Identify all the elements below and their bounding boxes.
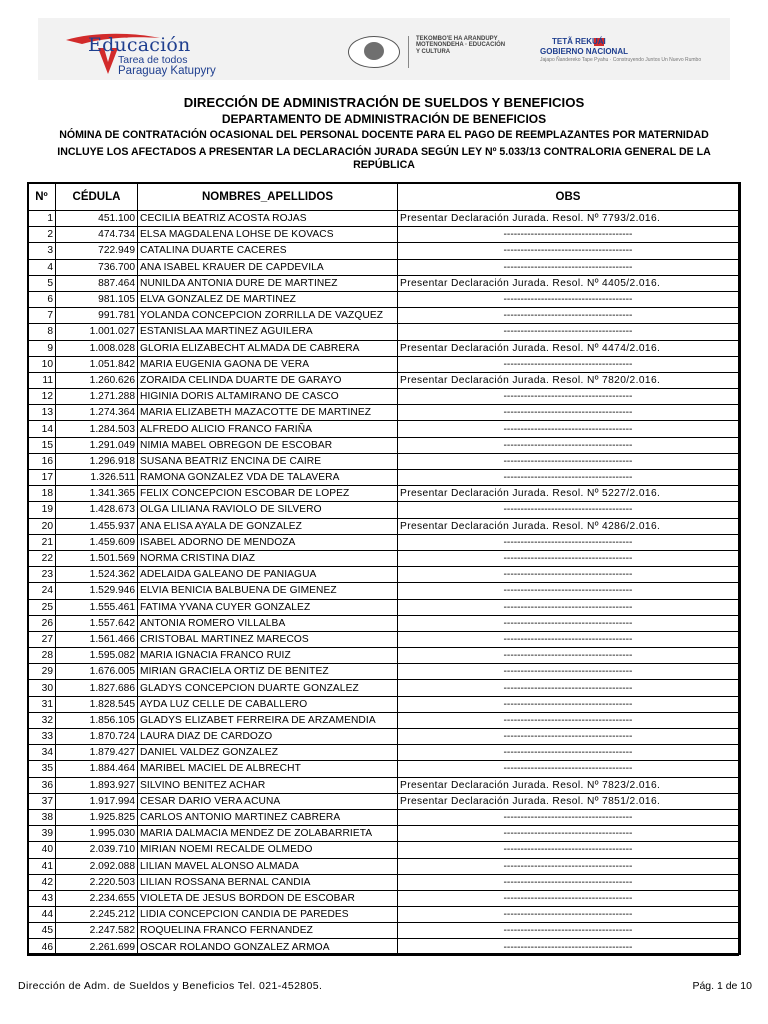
row-obs: Presentar Declaración Jurada. Resol. Nº 7823/2.016.: [398, 777, 739, 793]
row-name: CRISTOBAL MARTINEZ MARECOS: [138, 631, 398, 647]
table-row: [28, 890, 739, 906]
row-obs: --------------------------------------: [398, 826, 739, 842]
row-number: 20: [28, 518, 56, 534]
table-row: [28, 745, 739, 761]
table-row: [28, 211, 739, 227]
row-name: RAMONA GONZALEZ VDA DE TALAVERA: [138, 470, 398, 486]
table-row: [28, 615, 739, 631]
row-obs: --------------------------------------: [398, 761, 739, 777]
row-name: ALFREDO ALICIO FRANCO FARIÑA: [138, 421, 398, 437]
row-cedula: 2.220.503: [56, 874, 138, 890]
row-number: 38: [28, 809, 56, 825]
row-cedula: 2.261.699: [56, 939, 138, 955]
column-header-number: Nº: [28, 184, 56, 211]
row-cedula: 1.595.082: [56, 648, 138, 664]
row-obs: Presentar Declaración Jurada. Resol. Nº 4286/2.016.: [398, 518, 739, 534]
row-number: 37: [28, 793, 56, 809]
row-name: MARIA DALMACIA MENDEZ DE ZOLABARRIETA: [138, 826, 398, 842]
row-name: NUNILDA ANTONIA DURE DE MARTINEZ: [138, 275, 398, 291]
row-name: CECILIA BEATRIZ ACOSTA ROJAS: [138, 211, 398, 227]
row-number: 15: [28, 437, 56, 453]
row-obs: --------------------------------------: [398, 809, 739, 825]
row-name: ZORAIDA CELINDA DUARTE DE GARAYO: [138, 372, 398, 388]
row-obs: --------------------------------------: [398, 421, 739, 437]
document-description: NÓMINA DE CONTRATACIÓN OCASIONAL DEL PERSONAL DOCENTE PARA EL PAGO DE REEMPLAZANTES POR MATERNIDAD: [59, 129, 709, 141]
row-obs: --------------------------------------: [398, 259, 739, 275]
row-name: ELVIA BENICIA BALBUENA DE GIMENEZ: [138, 583, 398, 599]
row-cedula: 1.001.027: [56, 324, 138, 340]
row-obs: --------------------------------------: [398, 631, 739, 647]
row-obs: Presentar Declaración Jurada. Resol. Nº 5227/2.016.: [398, 486, 739, 502]
educacion-logo-line2: Paraguay Katupyry: [118, 65, 216, 77]
row-number: 39: [28, 826, 56, 842]
table-row: [28, 696, 739, 712]
row-name: MIRIAN NOEMI RECALDE OLMEDO: [138, 842, 398, 858]
table-row: [28, 599, 739, 615]
table-row: [28, 680, 739, 696]
row-number: 25: [28, 599, 56, 615]
document-note: INCLUYE LOS AFECTADOS A PRESENTAR LA DECLARACIÓN JURADA SEGÚN LEY Nº 5.033/13 CONTRALORIA GENERAL DE LA REPÚBLICA: [57, 146, 711, 171]
row-number: 2: [28, 227, 56, 243]
table-row: [28, 842, 739, 858]
row-name: LILIAN MAVEL ALONSO ALMADA: [138, 858, 398, 874]
row-obs: --------------------------------------: [398, 696, 739, 712]
table-row: [28, 907, 739, 923]
row-number: 31: [28, 696, 56, 712]
row-number: 32: [28, 712, 56, 728]
row-name: SILVINO BENITEZ ACHAR: [138, 777, 398, 793]
row-number: 27: [28, 631, 56, 647]
row-name: FELIX CONCEPCION ESCOBAR DE LOPEZ: [138, 486, 398, 502]
educacion-logo-title: Educación: [88, 34, 191, 56]
column-header-obs: OBS: [398, 184, 739, 211]
row-number: 22: [28, 550, 56, 566]
row-number: 26: [28, 615, 56, 631]
row-number: 46: [28, 939, 56, 955]
table-row: [28, 518, 739, 534]
row-obs: Presentar Declaración Jurada. Resol. Nº 7820/2.016.: [398, 372, 739, 388]
row-number: 44: [28, 907, 56, 923]
row-number: 42: [28, 874, 56, 890]
row-obs: --------------------------------------: [398, 858, 739, 874]
row-name: ESTANISLAA MARTINEZ AGUILERA: [138, 324, 398, 340]
row-obs: --------------------------------------: [398, 550, 739, 566]
table-row: [28, 308, 739, 324]
row-name: NORMA CRISTINA DIAZ: [138, 550, 398, 566]
row-number: 16: [28, 453, 56, 469]
column-header-names: NOMBRES_APELLIDOS: [138, 184, 398, 211]
table-row: [28, 648, 739, 664]
row-name: ELSA MAGDALENA LOHSE DE KOVACS: [138, 227, 398, 243]
row-cedula: 1.501.569: [56, 550, 138, 566]
table-row: [28, 567, 739, 583]
row-obs: --------------------------------------: [398, 583, 739, 599]
row-number: 41: [28, 858, 56, 874]
row-cedula: 1.455.937: [56, 518, 138, 534]
row-number: 29: [28, 664, 56, 680]
footer-contact: Dirección de Adm. de Sueldos y Beneficios Tel. 021-452805.: [18, 980, 323, 992]
row-name: FATIMA YVANA CUYER GONZALEZ: [138, 599, 398, 615]
row-name: ANTONIA ROMERO VILLALBA: [138, 615, 398, 631]
row-cedula: 1.893.927: [56, 777, 138, 793]
row-obs: --------------------------------------: [398, 389, 739, 405]
row-cedula: 2.039.710: [56, 842, 138, 858]
row-name: MARIA ELIZABETH MAZACOTTE DE MARTINEZ: [138, 405, 398, 421]
row-obs: --------------------------------------: [398, 615, 739, 631]
row-name: OLGA LILIANA RAVIOLO DE SILVERO: [138, 502, 398, 518]
row-cedula: 1.870.724: [56, 729, 138, 745]
row-name: LIDIA CONCEPCION CANDIA DE PAREDES: [138, 907, 398, 923]
table-row: [28, 729, 739, 745]
row-number: 5: [28, 275, 56, 291]
row-cedula: 1.271.288: [56, 389, 138, 405]
table-header-row: [28, 184, 739, 211]
row-obs: --------------------------------------: [398, 437, 739, 453]
row-name: AYDA LUZ CELLE DE CABALLERO: [138, 696, 398, 712]
mec-logo-text: TEKOMBO'E HA ARANDUPY MOTENONDEHA · EDUCACIÓN Y CULTURA: [416, 36, 506, 55]
column-header-cedula: CÉDULA: [56, 184, 138, 211]
row-number: 10: [28, 356, 56, 372]
gov-logo-line2: GOBIERNO NACIONAL: [540, 47, 628, 56]
table-row: [28, 372, 739, 388]
row-number: 12: [28, 389, 56, 405]
row-obs: --------------------------------------: [398, 648, 739, 664]
row-cedula: 1.326.511: [56, 470, 138, 486]
row-name: ROQUELINA FRANCO FERNANDEZ: [138, 923, 398, 939]
row-cedula: 1.524.362: [56, 567, 138, 583]
row-name: HIGINIA DORIS ALTAMIRANO DE CASCO: [138, 389, 398, 405]
table-row: [28, 227, 739, 243]
row-name: ISABEL ADORNO DE MENDOZA: [138, 534, 398, 550]
department-subtitle: DEPARTAMENTO DE ADMINISTRACIÓN DE BENEFICIOS: [221, 112, 547, 126]
row-cedula: 1.428.673: [56, 502, 138, 518]
educacion-logo-line1: Tarea de todos: [118, 54, 188, 66]
table-row: [28, 502, 739, 518]
row-number: 9: [28, 340, 56, 356]
table-row: [28, 356, 739, 372]
row-obs: Presentar Declaración Jurada. Resol. Nº 4405/2.016.: [398, 275, 739, 291]
row-cedula: 2.092.088: [56, 858, 138, 874]
row-obs: --------------------------------------: [398, 405, 739, 421]
row-obs: --------------------------------------: [398, 842, 739, 858]
row-obs: --------------------------------------: [398, 923, 739, 939]
table-row: [28, 437, 739, 453]
row-name: YOLANDA CONCEPCION ZORRILLA DE VAZQUEZ: [138, 308, 398, 324]
row-number: 28: [28, 648, 56, 664]
row-number: 30: [28, 680, 56, 696]
table-row: [28, 793, 739, 809]
row-cedula: 1.008.028: [56, 340, 138, 356]
table-row: [28, 858, 739, 874]
row-obs: --------------------------------------: [398, 502, 739, 518]
table-row: [28, 712, 739, 728]
row-name: NIMIA MABEL OBREGON DE ESCOBAR: [138, 437, 398, 453]
row-obs: Presentar Declaración Jurada. Resol. Nº 7793/2.016.: [398, 211, 739, 227]
row-number: 43: [28, 890, 56, 906]
row-cedula: 1.291.049: [56, 437, 138, 453]
row-obs: --------------------------------------: [398, 745, 739, 761]
row-cedula: 1.555.461: [56, 599, 138, 615]
row-obs: --------------------------------------: [398, 453, 739, 469]
row-number: 8: [28, 324, 56, 340]
row-name: OSCAR ROLANDO GONZALEZ ARMOA: [138, 939, 398, 955]
table-row: [28, 389, 739, 405]
row-obs: --------------------------------------: [398, 227, 739, 243]
row-cedula: 1.296.918: [56, 453, 138, 469]
row-number: 1: [28, 211, 56, 227]
row-number: 7: [28, 308, 56, 324]
row-number: 19: [28, 502, 56, 518]
row-obs: --------------------------------------: [398, 567, 739, 583]
row-name: LILIAN ROSSANA BERNAL CANDIA: [138, 874, 398, 890]
row-name: ANA ELISA AYALA DE GONZALEZ: [138, 518, 398, 534]
row-obs: --------------------------------------: [398, 356, 739, 372]
row-number: 45: [28, 923, 56, 939]
row-name: GLORIA ELIZABECHT ALMADA DE CABRERA: [138, 340, 398, 356]
row-cedula: 887.464: [56, 275, 138, 291]
row-number: 21: [28, 534, 56, 550]
row-obs: --------------------------------------: [398, 907, 739, 923]
row-name: DANIEL VALDEZ GONZALEZ: [138, 745, 398, 761]
gov-logo-line3: Jajapo Ñandereko Tape Pyahu · Construyendo Juntos Un Nuevo Rumbo: [540, 57, 702, 63]
row-number: 23: [28, 567, 56, 583]
table-row: [28, 340, 739, 356]
row-number: 18: [28, 486, 56, 502]
row-name: GLADYS ELIZABET FERREIRA DE ARZAMENDIA: [138, 712, 398, 728]
row-cedula: 1.879.427: [56, 745, 138, 761]
row-cedula: 1.856.105: [56, 712, 138, 728]
table-row: [28, 583, 739, 599]
table-row: [28, 534, 739, 550]
row-obs: --------------------------------------: [398, 324, 739, 340]
row-cedula: 1.925.825: [56, 809, 138, 825]
row-number: 36: [28, 777, 56, 793]
row-obs: --------------------------------------: [398, 890, 739, 906]
row-name: ANA ISABEL KRAUER DE CAPDEVILA: [138, 259, 398, 275]
row-cedula: 1.827.686: [56, 680, 138, 696]
table-row: [28, 243, 739, 259]
row-cedula: 736.700: [56, 259, 138, 275]
row-number: 3: [28, 243, 56, 259]
row-name: CESAR DARIO VERA ACUNA: [138, 793, 398, 809]
row-obs: --------------------------------------: [398, 729, 739, 745]
table-body: [28, 211, 739, 956]
table-row: [28, 826, 739, 842]
table-row: [28, 291, 739, 307]
row-cedula: 1.274.364: [56, 405, 138, 421]
table-row: [28, 923, 739, 939]
row-obs: --------------------------------------: [398, 308, 739, 324]
table-row: [28, 939, 739, 955]
table-row: [28, 631, 739, 647]
logo-divider: [408, 36, 409, 68]
table-row: [28, 453, 739, 469]
row-name: ELVA GONZALEZ DE MARTINEZ: [138, 291, 398, 307]
row-cedula: 981.105: [56, 291, 138, 307]
row-number: 34: [28, 745, 56, 761]
table-row: [28, 259, 739, 275]
table-row: [28, 421, 739, 437]
page-number: Pág. 1 de 10: [692, 980, 752, 992]
row-cedula: 1.459.609: [56, 534, 138, 550]
row-cedula: 1.284.503: [56, 421, 138, 437]
row-cedula: 1.884.464: [56, 761, 138, 777]
row-number: 6: [28, 291, 56, 307]
row-cedula: 991.781: [56, 308, 138, 324]
row-obs: --------------------------------------: [398, 243, 739, 259]
row-cedula: 1.260.626: [56, 372, 138, 388]
row-name: GLADYS CONCEPCION DUARTE GONZALEZ: [138, 680, 398, 696]
row-obs: --------------------------------------: [398, 680, 739, 696]
seal-star-icon: [364, 42, 384, 60]
row-cedula: 451.100: [56, 211, 138, 227]
table-row: [28, 405, 739, 421]
row-cedula: 1.828.545: [56, 696, 138, 712]
row-number: 33: [28, 729, 56, 745]
row-number: 14: [28, 421, 56, 437]
row-cedula: 1.995.030: [56, 826, 138, 842]
row-obs: --------------------------------------: [398, 664, 739, 680]
gov-logo-line1: TETÃ REKUÁI: [552, 37, 606, 46]
table-row: [28, 486, 739, 502]
personnel-table: [27, 183, 739, 956]
row-name: MARIA EUGENIA GAONA DE VERA: [138, 356, 398, 372]
row-obs: --------------------------------------: [398, 291, 739, 307]
row-cedula: 1.917.994: [56, 793, 138, 809]
row-name: MARIA IGNACIA FRANCO RUIZ: [138, 648, 398, 664]
row-cedula: 2.245.212: [56, 907, 138, 923]
row-name: SUSANA BEATRIZ ENCINA DE CAIRE: [138, 453, 398, 469]
row-cedula: 722.949: [56, 243, 138, 259]
table-row: [28, 874, 739, 890]
row-obs: --------------------------------------: [398, 470, 739, 486]
row-cedula: 1.341.365: [56, 486, 138, 502]
row-name: LAURA DIAZ DE CARDOZO: [138, 729, 398, 745]
row-name: MIRIAN GRACIELA ORTIZ DE BENITEZ: [138, 664, 398, 680]
row-obs: --------------------------------------: [398, 534, 739, 550]
row-cedula: 1.557.642: [56, 615, 138, 631]
row-number: 40: [28, 842, 56, 858]
row-cedula: 1.561.466: [56, 631, 138, 647]
row-obs: Presentar Declaración Jurada. Resol. Nº 4474/2.016.: [398, 340, 739, 356]
row-name: VIOLETA DE JESUS BORDON DE ESCOBAR: [138, 890, 398, 906]
table-row: [28, 761, 739, 777]
row-cedula: 1.051.842: [56, 356, 138, 372]
table-row: [28, 324, 739, 340]
table-row: [28, 550, 739, 566]
row-obs: --------------------------------------: [398, 599, 739, 615]
table-row: [28, 275, 739, 291]
row-obs: --------------------------------------: [398, 939, 739, 955]
row-number: 35: [28, 761, 56, 777]
row-cedula: 1.676.005: [56, 664, 138, 680]
table-row: [28, 470, 739, 486]
row-cedula: 2.247.582: [56, 923, 138, 939]
row-number: 4: [28, 259, 56, 275]
row-cedula: 474.734: [56, 227, 138, 243]
row-name: CATALINA DUARTE CACERES: [138, 243, 398, 259]
row-cedula: 2.234.655: [56, 890, 138, 906]
row-number: 13: [28, 405, 56, 421]
row-obs: --------------------------------------: [398, 712, 739, 728]
row-number: 17: [28, 470, 56, 486]
row-number: 24: [28, 583, 56, 599]
row-name: MARIBEL MACIEL DE ALBRECHT: [138, 761, 398, 777]
table-row: [28, 777, 739, 793]
table-row: [28, 664, 739, 680]
row-cedula: 1.529.946: [56, 583, 138, 599]
table-row: [28, 809, 739, 825]
row-name: ADELAIDA GALEANO DE PANIAGUA: [138, 567, 398, 583]
row-obs: --------------------------------------: [398, 874, 739, 890]
row-number: 11: [28, 372, 56, 388]
document-title: DIRECCIÓN DE ADMINISTRACIÓN DE SUELDOS Y BENEFICIOS: [183, 95, 585, 110]
row-obs: Presentar Declaración Jurada. Resol. Nº 7851/2.016.: [398, 793, 739, 809]
row-name: CARLOS ANTONIO MARTINEZ CABRERA: [138, 809, 398, 825]
